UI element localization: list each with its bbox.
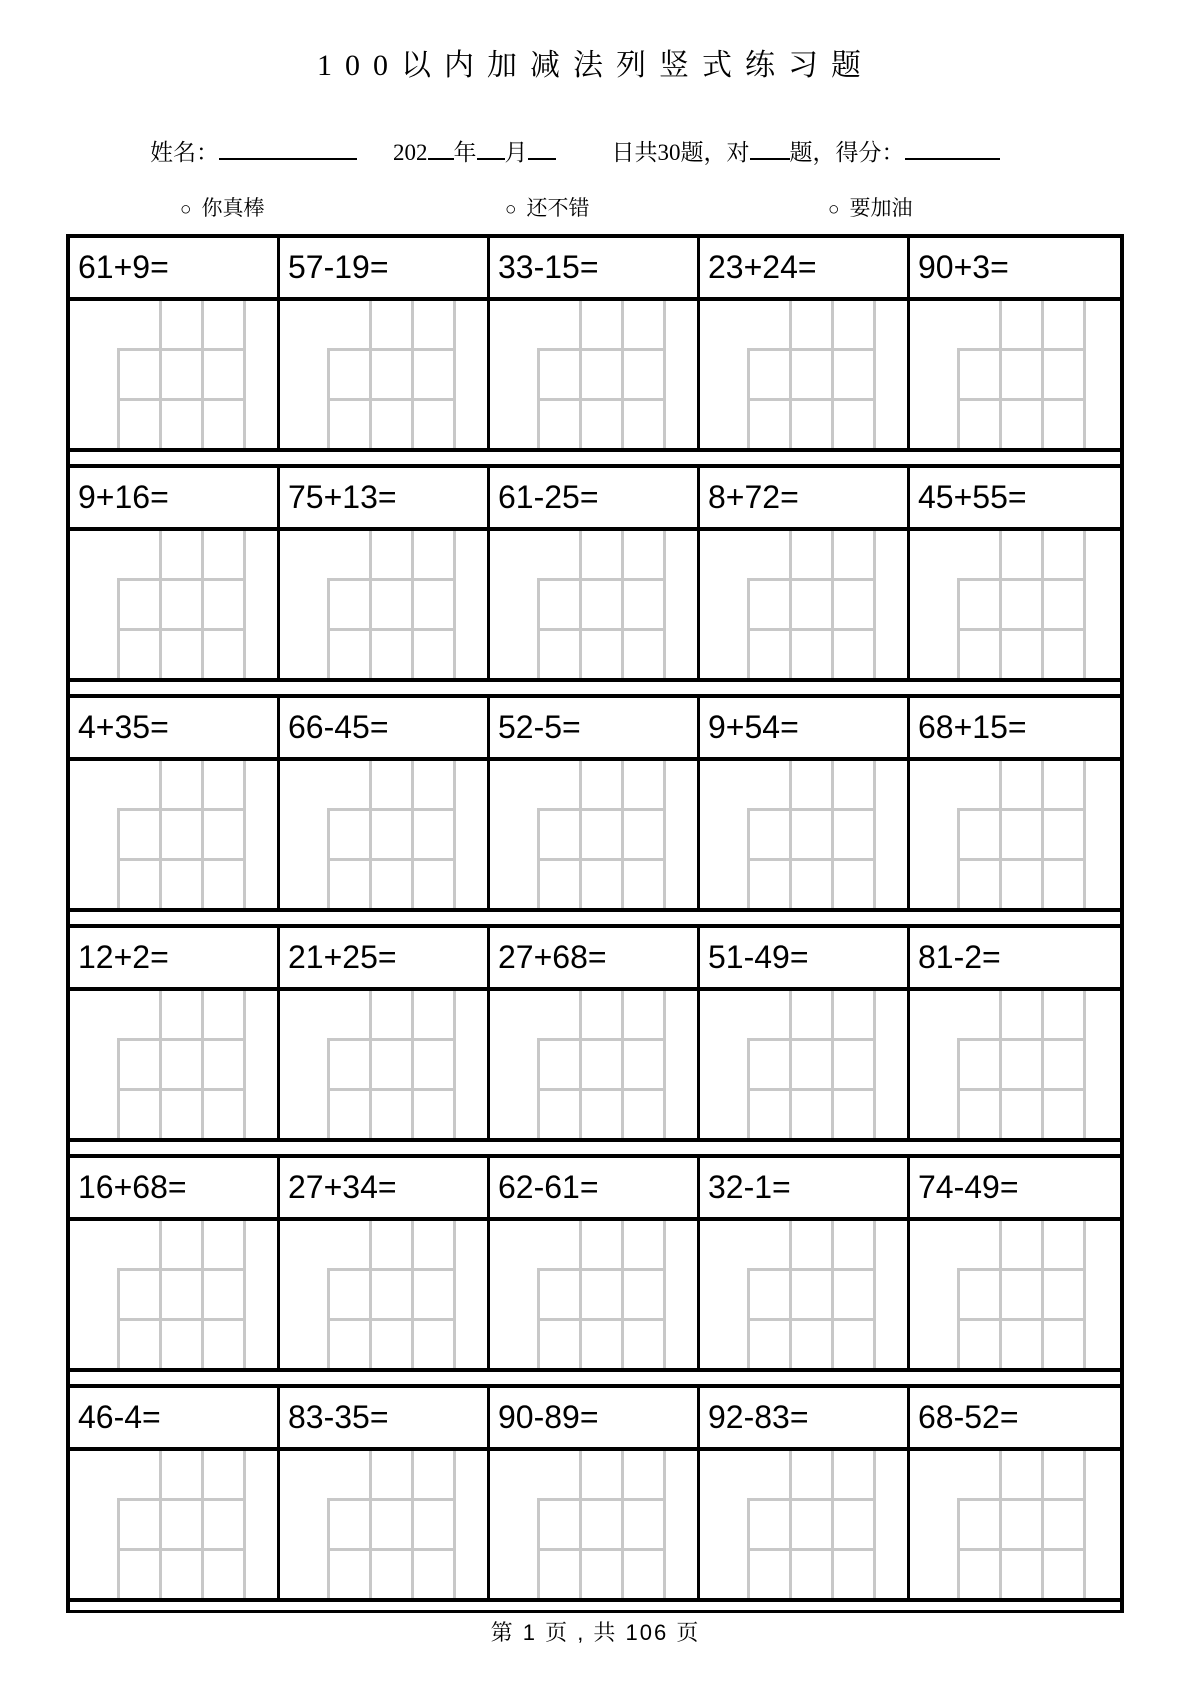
grid-line [747,1548,876,1551]
work-grid [70,991,280,1138]
grid-line [411,991,414,1138]
grid-line [747,578,876,581]
grid-line [117,808,246,811]
grid-line [411,531,414,678]
problem-cell: 32-1= [700,1158,910,1217]
grid-line [831,761,834,908]
grid-line [831,301,834,448]
name-blank [219,138,357,160]
problem-cell: 9+54= [700,698,910,757]
problem-cell: 90+3= [918,249,1009,285]
work-grid [490,531,700,678]
work-grid [280,531,490,678]
grid-line [831,1451,834,1598]
problem-block [70,234,1120,452]
grid-line [117,348,246,351]
rating-label: 还不错 [526,196,590,220]
work-grid [700,301,910,448]
grid-line [747,1268,876,1271]
problem-row [70,698,1120,761]
grid-line [789,1221,792,1368]
grid-line [327,1088,456,1091]
work-grid [280,761,490,908]
grid-line [789,531,792,678]
grid-line [453,531,456,678]
grid-line [1083,761,1086,908]
problem-cell: 61+9= [70,238,280,297]
grid-line [411,1221,414,1368]
grid-line [831,991,834,1138]
grid-line [579,531,582,678]
problem-cell: 4+35= [70,698,280,757]
problem-cell: 8+72= [700,468,910,527]
grid-line [453,1451,456,1598]
problem-cell: 21+25= [280,928,490,987]
problem-cell: 45+55= [918,479,1027,515]
grid-line [327,578,456,581]
work-row [70,761,1120,908]
grid-line [453,301,456,448]
grid-line [411,301,414,448]
total-suffix: 题，得分： [789,140,905,165]
grid-line [327,348,456,351]
grid-line [327,398,456,401]
grid-line [957,1548,1086,1551]
correct-count-blank [750,138,790,160]
problem-cell: 57-19= [280,238,490,297]
grid-line [117,628,246,631]
grid-line [369,761,372,908]
grid-line [117,1268,246,1271]
grid-line [327,1548,456,1551]
problem-cell: 74-49= [918,1169,1019,1205]
problem-cell: 66-45= [280,698,490,757]
grid-line [327,808,456,811]
grid-line [999,761,1002,908]
grid-line [873,761,876,908]
problem-cell: 61-25= [490,468,700,527]
grid-line [747,1038,876,1041]
work-grid [70,1221,280,1368]
grid-line [747,348,876,351]
grid-line [117,578,246,581]
rating-circle-icon: ○ [828,199,840,220]
grid-line [453,1221,456,1368]
grid-line [957,628,1086,631]
grid-line [1041,991,1044,1138]
grid-line [957,1268,1086,1271]
year-blank [428,138,454,160]
problem-cell: 46-4= [70,1388,280,1447]
grid-line [831,1221,834,1368]
grid-line [159,991,162,1138]
day-blank [528,138,556,160]
problem-cell: 68+15= [918,709,1027,745]
grid-line [957,858,1086,861]
grid-line [621,1451,624,1598]
grid-line [117,858,246,861]
grid-line [999,991,1002,1138]
grid-line [537,1548,666,1551]
grid-line [579,991,582,1138]
rating-option-try-harder [828,192,912,222]
work-grid [910,1221,1120,1368]
grid-line [999,1221,1002,1368]
problem-block [70,924,1120,1142]
grid-line [159,1451,162,1598]
grid-line [579,1221,582,1368]
work-grid [700,761,910,908]
grid-line [873,1451,876,1598]
problem-cell: 90-89= [490,1388,700,1447]
work-row [70,991,1120,1138]
grid-line [957,1088,1086,1091]
problem-cell: 9+16= [70,468,280,527]
rating-option-great [180,192,264,222]
grid-line [873,1221,876,1368]
problems-table [66,234,1124,1613]
grid-line [537,628,666,631]
grid-line [747,1088,876,1091]
grid-line [873,531,876,678]
grid-line [117,1548,246,1551]
grid-line [369,1451,372,1598]
grid-line [243,1451,246,1598]
work-grid [910,301,1120,448]
grid-line [663,761,666,908]
grid-line [453,761,456,908]
grid-line [1041,301,1044,448]
name-label: 姓名： [150,140,219,165]
grid-line [327,1498,456,1501]
grid-line [327,1268,456,1271]
grid-line [663,1451,666,1598]
work-grid [490,1221,700,1368]
month-suffix: 月 [504,140,528,165]
work-grid [70,301,280,448]
work-grid [280,301,490,448]
grid-line [621,301,624,448]
grid-line [579,1451,582,1598]
grid-line [411,1451,414,1598]
grid-line [537,348,666,351]
page-title: 100以内加减法列竖式练习题 [317,49,874,82]
grid-line [201,991,204,1138]
work-grid [70,1451,280,1598]
work-row [70,301,1120,448]
grid-line [957,1038,1086,1041]
grid-line [1041,1221,1044,1368]
grid-line [537,1088,666,1091]
problem-cell: 81-2= [918,939,1001,975]
grid-line [999,1451,1002,1598]
grid-line [201,761,204,908]
grid-line [537,578,666,581]
date-prefix: 202 [393,140,428,165]
grid-line [957,348,1086,351]
grid-line [999,531,1002,678]
grid-line [369,531,372,678]
problem-block [70,694,1120,912]
grid-line [243,991,246,1138]
grid-line [1083,991,1086,1138]
grid-line [747,858,876,861]
grid-line [159,761,162,908]
work-grid [70,531,280,678]
grid-line [957,1318,1086,1321]
problem-row [70,238,1120,301]
grid-line [327,858,456,861]
grid-line [957,398,1086,401]
problem-block [70,1154,1120,1372]
grid-line [243,761,246,908]
problem-row [70,928,1120,991]
work-grid [700,1221,910,1368]
grid-line [1083,301,1086,448]
rating-option-good [505,192,589,222]
grid-line [1083,531,1086,678]
grid-line [201,1221,204,1368]
grid-line [327,628,456,631]
grid-line [537,398,666,401]
grid-line [663,531,666,678]
grid-line [453,991,456,1138]
grid-line [957,808,1086,811]
work-row [70,1221,1120,1368]
problem-cell: 92-83= [700,1388,910,1447]
grid-line [243,1221,246,1368]
year-suffix: 年 [453,140,477,165]
grid-line [621,991,624,1138]
score-blank [905,138,1000,160]
grid-line [747,1318,876,1321]
work-grid [910,1451,1120,1598]
grid-line [369,301,372,448]
grid-line [747,808,876,811]
grid-line [201,1451,204,1598]
grid-line [999,301,1002,448]
grid-line [537,808,666,811]
work-grid [280,991,490,1138]
grid-line [1041,1451,1044,1598]
grid-line [159,531,162,678]
grid-line [747,628,876,631]
page-number: 第 1 页 , 共 106 页 [490,1620,701,1645]
grid-line [369,991,372,1138]
rating-label: 要加油 [849,196,913,220]
grid-line [663,301,666,448]
problem-cell: 16+68= [70,1158,280,1217]
grid-line [327,1318,456,1321]
grid-line [957,578,1086,581]
grid-line [1083,1451,1086,1598]
grid-line [537,1318,666,1321]
grid-line [117,1088,246,1091]
day-suffix: 日 [611,140,635,165]
work-grid [490,991,700,1138]
grid-line [117,398,246,401]
grid-line [747,1498,876,1501]
grid-line [789,761,792,908]
work-grid [700,991,910,1138]
work-grid [70,761,280,908]
work-grid [490,301,700,448]
work-grid [490,761,700,908]
grid-line [117,1318,246,1321]
name-date-score-line [150,134,1000,167]
problem-cell: 68-52= [918,1399,1019,1435]
work-grid [280,1451,490,1598]
grid-line [159,1221,162,1368]
rating-circle-icon: ○ [505,199,517,220]
grid-line [663,991,666,1138]
grid-line [789,991,792,1138]
grid-line [159,301,162,448]
month-blank [477,138,505,160]
work-row [70,531,1120,678]
problem-cell: 83-35= [280,1388,490,1447]
work-grid [280,1221,490,1368]
grid-line [117,1038,246,1041]
grid-line [789,301,792,448]
problem-cell: 12+2= [70,928,280,987]
work-grid [910,761,1120,908]
rating-circle-icon: ○ [180,199,192,220]
grid-line [789,1451,792,1598]
work-grid [910,991,1120,1138]
total-label: 共30题，对 [634,140,750,165]
grid-line [957,1498,1086,1501]
grid-line [411,761,414,908]
problem-cell: 27+34= [280,1158,490,1217]
work-row [70,1451,1120,1598]
problem-block [70,464,1120,682]
grid-line [201,301,204,448]
grid-line [831,531,834,678]
problem-cell: 51-49= [700,928,910,987]
work-grid [700,531,910,678]
problem-cell: 75+13= [280,468,490,527]
problem-cell: 62-61= [490,1158,700,1217]
problem-row [70,1388,1120,1451]
rating-label: 你真棒 [201,196,265,220]
grid-line [117,1498,246,1501]
grid-line [579,301,582,448]
work-grid [700,1451,910,1598]
problem-cell: 52-5= [490,698,700,757]
grid-line [537,858,666,861]
grid-line [621,761,624,908]
grid-line [201,531,204,678]
problem-cell: 23+24= [700,238,910,297]
grid-line [1041,761,1044,908]
grid-line [243,301,246,448]
work-grid [490,1451,700,1598]
grid-line [537,1268,666,1271]
grid-line [243,531,246,678]
grid-line [747,398,876,401]
problem-row [70,1158,1120,1221]
grid-line [327,1038,456,1041]
grid-line [1083,1221,1086,1368]
grid-line [1041,531,1044,678]
problem-cell: 33-15= [490,238,700,297]
grid-line [621,1221,624,1368]
problem-block [70,1384,1120,1602]
grid-line [621,531,624,678]
problem-row [70,468,1120,531]
problem-cell: 27+68= [490,928,700,987]
grid-line [579,761,582,908]
grid-line [873,301,876,448]
grid-line [873,991,876,1138]
grid-line [537,1498,666,1501]
grid-line [663,1221,666,1368]
grid-line [537,1038,666,1041]
work-grid [910,531,1120,678]
grid-line [369,1221,372,1368]
